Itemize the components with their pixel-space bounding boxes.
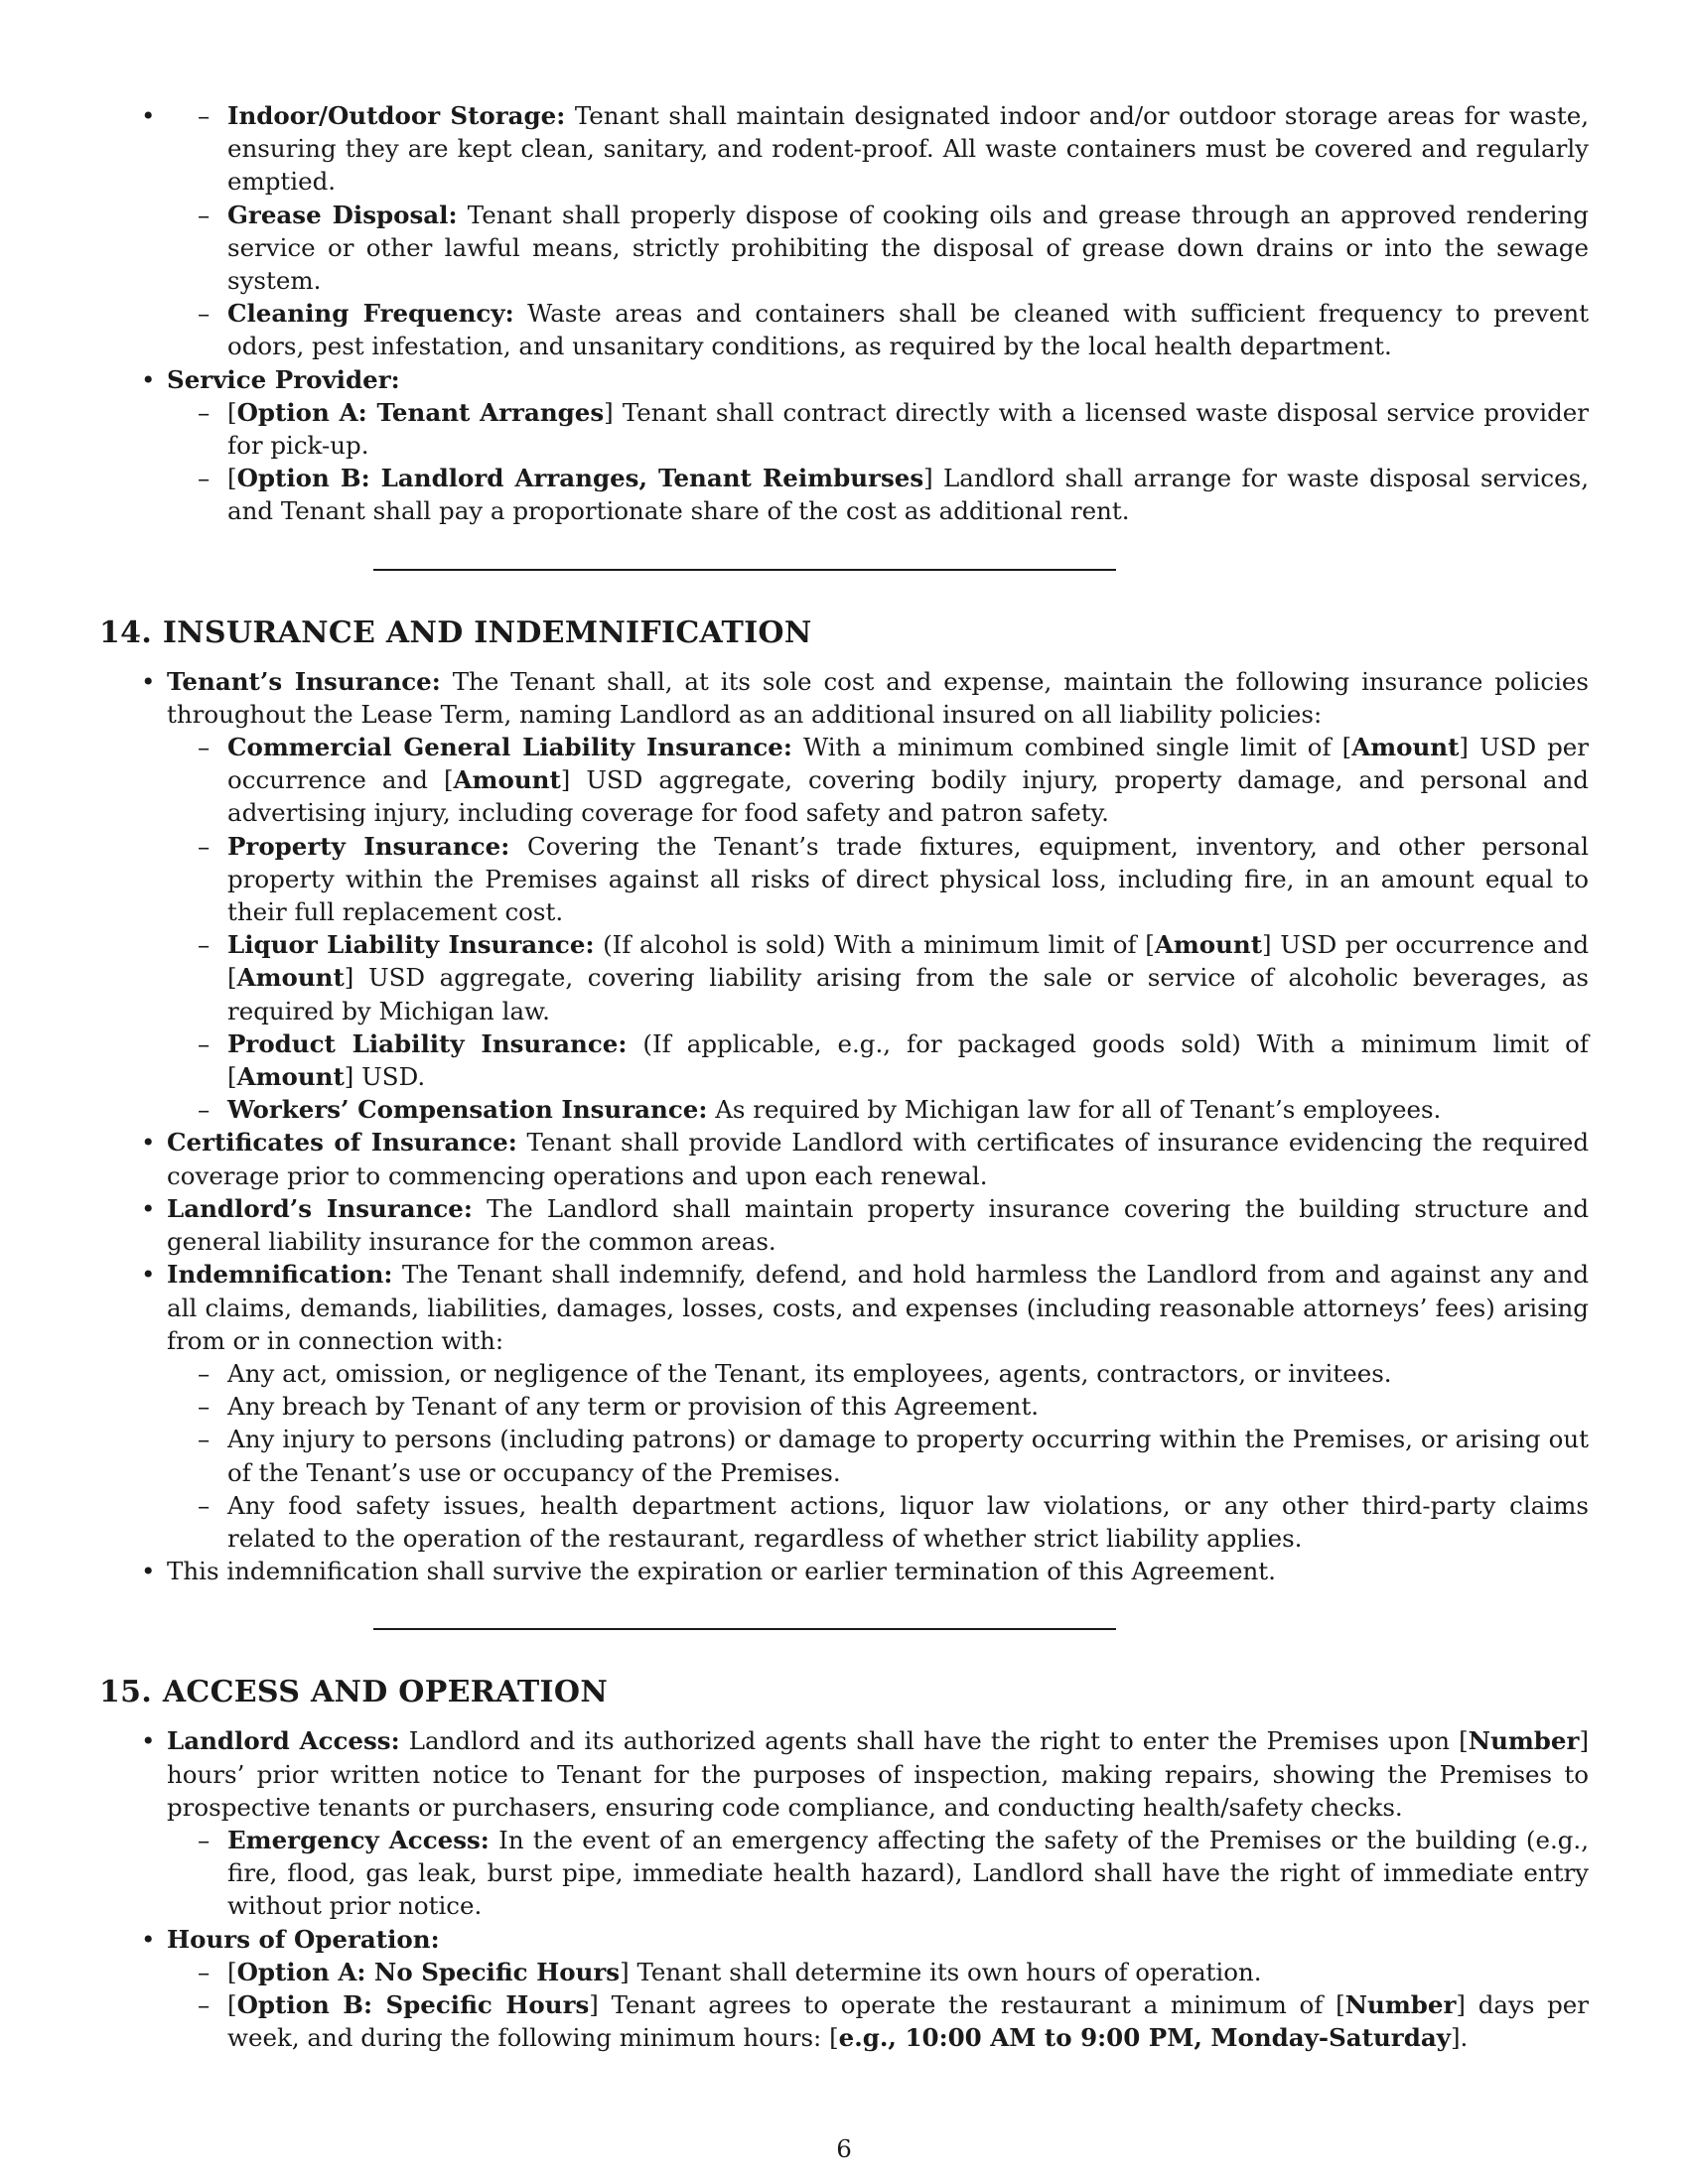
document-page [99, 99, 1589, 2054]
placeholder-amount: Amount [236, 963, 345, 993]
indemnification-item: – Any food safety issues, health department actions, liquor law violations, or any other third-party claims related to the operation of the restaurant, regardless of whether strict liability applies. [227, 1489, 1589, 1555]
item-label: Cleaning Frequency: [227, 299, 514, 329]
option-text: Landlord shall arrange for waste disposal services, and Tenant shall pay a proportionate share of the cost as additional rent. [227, 464, 1589, 526]
item-text: Waste areas and containers shall be cleaned with sufficient frequency to prevent odors, pest infestation, and unsanitary conditions, as required by the local health department. [227, 299, 1589, 361]
page-content [99, 99, 1589, 2054]
placeholder-amount: Amount [1351, 733, 1460, 762]
option-no-specific-hours: – [Option A: No Specific Hours] Tenant shall determine its own hours of operation. [227, 1956, 1589, 1988]
option-landlord-arranges: – [Option B: Landlord Arranges, Tenant Reimburses] Landlord shall arrange for waste disposal services, and Tenant shall pay a proportionate share of the cost as additional rent. [227, 462, 1589, 527]
placeholder-number: Number [1344, 1989, 1457, 2019]
list-item-service-provider [167, 363, 1589, 528]
item-label: Tenant’s Insurance: [167, 666, 441, 696]
option-label: Option B: Landlord Arranges, Tenant Reimburses [236, 464, 924, 493]
item-text: Tenant shall maintain designated indoor and/or outdoor storage areas for waste, ensuring they are kept clean, sanitary, and rodent-proof. All waste containers must be covered and regularly emptied. [227, 101, 1590, 197]
placeholder-amount: Amount [453, 765, 561, 795]
landlord-access-sublist [167, 1824, 1589, 1923]
section-heading-14: 14. INSURANCE AND INDEMNIFICATION [99, 614, 812, 650]
option-specific-hours: – [Option B: Specific Hours] Tenant agrees to operate the restaurant a minimum of [Number] days per week, and during the following minimum hours: [e.g., 10:00 AM to 9:00 PM, Monday-Saturday]. [227, 1988, 1589, 2054]
list-item-tenants-insurance [167, 665, 1589, 1127]
item-label: Service Provider: [167, 364, 400, 394]
list-item-emergency-access: – Emergency Access: In the event of an emergency affecting the safety of the Premises or the building (e.g., fire, flood, gas leak, burst pipe, immediate health hazard), Landlord shall have the right of immediate entry without prior notice. [227, 1824, 1589, 1923]
item-label: Grease Disposal: [227, 200, 458, 229]
option-text: Tenant shall contract directly with a licensed waste disposal service provider for pick-up. [227, 397, 1589, 461]
indemnification-item: – Any act, omission, or negligence of the Tenant, its employees, agents, contractors, or invitees. [227, 1357, 1589, 1390]
insurance-policies-list [167, 731, 1589, 1126]
indemnification-item: – Any breach by Tenant of any term or provision of this Agreement. [227, 1390, 1589, 1423]
list-item-landlords-insurance: • Landlord’s Insurance: The Landlord shall maintain property insurance covering the building structure and general liability insurance for the common areas. [167, 1192, 1589, 1258]
list-item-landlord-access: • Landlord Access: Landlord and its authorized agents shall have the right to enter the Premises upon [Number] hours’ prior written notice to Tenant for the purposes of inspection, making repairs, showing the Premises to prospective tenants or purchasers, ensuring code compliance, and conducting health/safety checks. – Emergency Access: In the event of an emergency affecting the safety of the Premises or the building (e.g., fire, flood, gas leak, burst pipe, immediate health hazard), Landlord shall have the right of immediate entry without prior notice. [167, 1724, 1589, 1922]
list-item-workers-compensation: – Workers’ Compensation Insurance: As required by Michigan law for all of Tenant’s employees. [227, 1093, 1589, 1126]
item-label: Indoor/Outdoor Storage: [227, 101, 566, 130]
placeholder-hours-example: e.g., 10:00 AM to 9:00 PM, Monday-Saturday [838, 2023, 1451, 2053]
item-text: Tenant shall properly dispose of cooking oils and grease through an approved rendering service or other lawful means, strictly prohibiting the disposal of grease down drains or into the sewage system. [227, 200, 1589, 296]
section-divider [373, 1628, 1116, 1630]
option-label: Option A: Tenant Arranges [236, 397, 605, 427]
hours-options [167, 1956, 1589, 2055]
list-item-cgl-insurance: – Commercial General Liability Insurance: With a minimum combined single limit of [Amount] USD per occurrence and [Amount] USD aggregate, covering bodily injury, property damage, and personal and advertising injury, including coverage for food safety and patron safety. [227, 731, 1589, 830]
section-15-list [99, 1724, 1589, 2054]
placeholder-amount: Amount [236, 1062, 345, 1092]
waste-list [99, 99, 1589, 528]
list-item-product-liability: – Product Liability Insurance: (If applicable, e.g., for packaged goods sold) With a minimum limit of [Amount] USD. [227, 1027, 1589, 1093]
list-item-hours-of-operation: • Hours of Operation: – [Option A: No Specific Hours] Tenant shall determine its own hours of operation. – [Option B: Specific Hours] Tenant agrees to operate the restaurant a minimum of [Number] days per week, and during the following minimum hours: [e.g., 10:00 AM to 9:00 PM, Monday-Saturday]. [167, 1923, 1589, 2055]
section-14-list [99, 665, 1589, 1588]
page-number: 6 [836, 2134, 852, 2163]
waste-sublist [99, 99, 1589, 363]
section-divider [373, 569, 1116, 571]
indemnification-items [167, 1357, 1589, 1555]
list-item-cleaning-frequency [227, 297, 1589, 362]
option-tenant-arranges: – [Option A: Tenant Arranges] Tenant shall contract directly with a licensed waste disposal service provider for pick-up. [227, 396, 1589, 462]
list-item-property-insurance: – Property Insurance: Covering the Tenant’s trade fixtures, equipment, inventory, and other personal property within the Premises against all risks of direct physical loss, including fire, in an amount equal to their full replacement cost. [227, 830, 1589, 929]
waste-sublist-container [167, 99, 1589, 363]
list-item-indoor-outdoor-storage [227, 99, 1589, 199]
list-item-survival: • This indemnification shall survive the expiration or earlier termination of this Agreement. [167, 1555, 1589, 1587]
list-item-indemnification: • Indemnification: The Tenant shall indemnify, defend, and hold harmless the Landlord from and against any and all claims, demands, liabilities, damages, losses, costs, and expenses (including reasonable attorneys’ fees) arising from or in connection with: – Any act, omission, or negligence of the Tenant, its employees, agents, contractors, or invitees. – Any breach by Tenant of any term or provision of this Agreement. – Any injury to persons (including patrons) or damage to property occurring within the Premises, or arising out of the Tenant’s use or occupancy of the Premises. – Any food safety issues, health department actions, liquor law violations, or any other third-party claims related to the operation of the restaurant, regardless of whether strict liability applies. [167, 1258, 1589, 1555]
list-item-liquor-liability: – Liquor Liability Insurance: (If alcohol is sold) With a minimum limit of [Amount] USD per occurrence and [Amount] USD aggregate, covering liability arising from the sale or service of alcoholic beverages, as required by Michigan law. [227, 928, 1589, 1027]
list-item-certificates: • Certificates of Insurance: Tenant shall provide Landlord with certificates of insurance evidencing the required coverage prior to commencing operations and upon each renewal. [167, 1126, 1589, 1191]
indemnification-item: – Any injury to persons (including patrons) or damage to property occurring within the Premises, or arising out of the Tenant’s use or occupancy of the Premises. [227, 1423, 1589, 1488]
placeholder-number: Number [1468, 1726, 1580, 1756]
section-heading-15: 15. ACCESS AND OPERATION [99, 1675, 609, 1710]
item-text: The Tenant shall, at its sole cost and expense, maintain the following insurance policies throughout the Lease Term, naming Landlord as an additional insured on all liability policies: [167, 666, 1589, 729]
placeholder-amount: Amount [1154, 930, 1263, 960]
list-item-grease-disposal [227, 199, 1589, 298]
service-provider-options [167, 396, 1589, 528]
